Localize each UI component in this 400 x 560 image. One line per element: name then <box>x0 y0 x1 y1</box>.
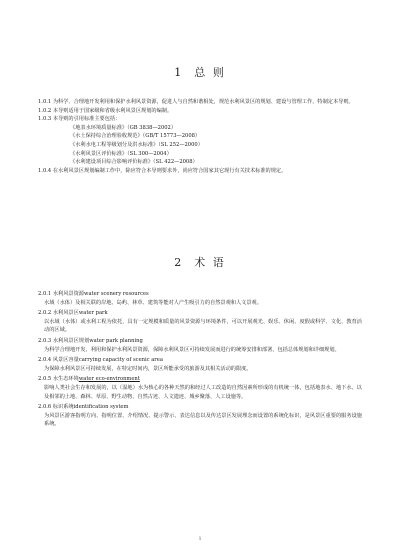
term-definition: 以水域（水体）或水利工程为依托，具有一定规模和质量的风景资源与环境条件，可以开展观光、娱乐、休闲、度假或科学、文化、教育活动的区域。 <box>44 318 362 334</box>
standard-item: 《水土保持综合治理验收规范》（GB/T 15773—2008） <box>70 133 201 140</box>
term-definition: 影响人类社会生存和发展的，以（湿地）水为核心的各种天然的和经过人工改造的自然因素所形成的有机统一体，包括地表水、地下水、以及相邻的土地、森林、草原、野生动物、自然古迹、人文遗迹、城乡聚落、人工设施等。 <box>44 384 362 400</box>
page-number: 1 <box>198 537 202 542</box>
chapter-2-number: 2 <box>174 256 184 269</box>
standard-item: 《水利水电工程等级划分及洪水标准》（SL 252—2000） <box>70 141 203 148</box>
chapter-1-number: 1 <box>174 66 184 79</box>
chapter-2-title: 术 语 <box>194 256 226 269</box>
chapter-1-body <box>38 98 362 175</box>
clause-1-0-3: 1.0.3 本导则的引用标准主要包括： <box>38 116 121 123</box>
clause-1-0-2: 1.0.2 本导则适用于国家级和省级水利风景区规划的编制。 <box>38 107 173 114</box>
clause-1-0-1: 1.0.1 为科学、合理地开发利用和保护水利风景资源，促进人与自然和谐相处，规范水利风景区的规划、建设与管理工作，特制定本导则。 <box>38 99 354 105</box>
term-definition: 水域（水体）及相关联的岸地、岛屿、林草、建筑等能对人产生吸引力的自然景观和人文景观。 <box>44 299 262 306</box>
term-heading: 2.0.4 风景区容量carrying capacity of scenic area <box>38 357 163 364</box>
term-definition: 为科学合理地开发、利用和保护水利风景资源，保障水利风景区可持续发展而进行的统筹安排和部署，包括总体规划和详细规划。 <box>44 346 340 353</box>
term-heading: 2.0.5 水生态环境water eco-environment <box>38 376 140 383</box>
chapter-1-title: 总 则 <box>194 66 226 79</box>
term-heading: 2.0.3 水利风景区规划water park planning <box>38 337 143 344</box>
clause-1-0-4: 1.0.4 在水利风景区规划编制工作中，除应符合本导则要求外，尚应符合国家其它现行有关技术标准的规定。 <box>38 167 287 174</box>
chapter-2-body <box>38 290 362 429</box>
term-definition: 为风景区游客指明方向、指明位置、介绍情况、提示警示、表达信息以及传达景区发展理念而设置的系统化标识，是风景区重要的服务设施系统。 <box>44 412 362 428</box>
chapter-2-heading <box>0 254 400 270</box>
term-heading: 2.0.2 水利风景区water park <box>38 310 108 317</box>
term-heading: 2.0.6 标识系统identification system <box>38 404 129 411</box>
standard-item: 《地表水环境质量标准》（GB 3838—2002） <box>70 124 177 131</box>
standard-item: 《水利风景区评价标准》（SL 300—2004） <box>70 150 172 157</box>
term-heading: 2.0.1 水利风景资源water scenery resources <box>38 291 149 297</box>
term-definition: 为保障水利风景区可持续发展，在特定时间内，景区所能承受的旅游及其相关活动的限度。 <box>44 365 252 372</box>
chapter-1-heading <box>0 64 400 80</box>
standard-item: 《水利建设项目综合影响评价标准》（SL 422—2008） <box>70 159 198 166</box>
